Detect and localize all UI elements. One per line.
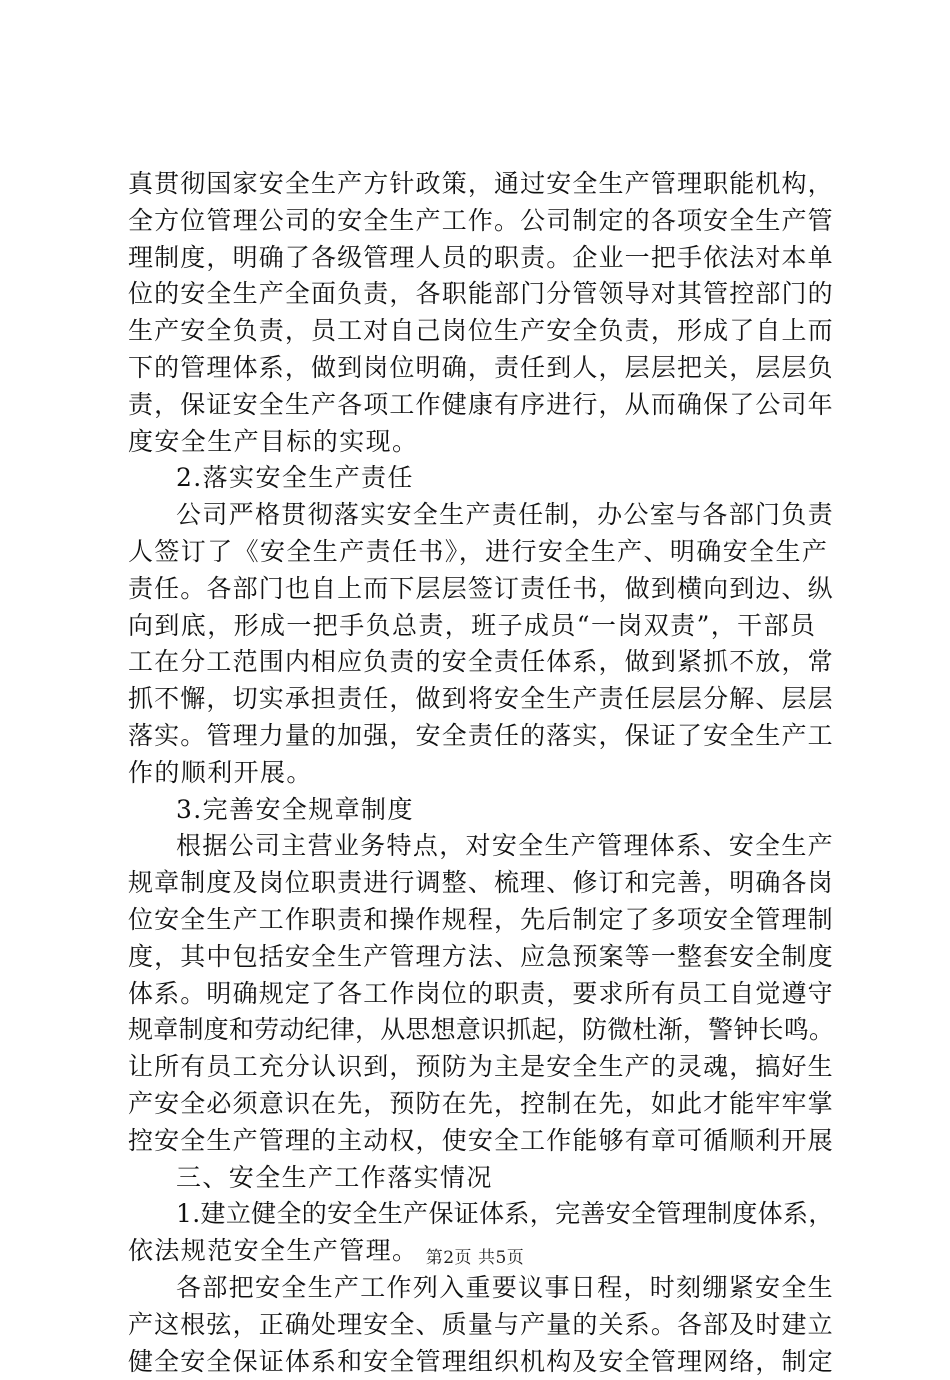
text-line: 让所有员工充分认识到，预防为主是安全生产的灵魂，搞好生 [128,1049,834,1086]
page-number-label: 第2页 共5页 [426,1248,525,1268]
paragraph-first-line: 各部把安全生产工作列入重要议事日程，时刻绷紧安全生 [128,1270,834,1307]
text-line: 真贯彻国家安全生产方针政策，通过安全生产管理职能机构， [128,166,834,203]
text-line: 人签订了《安全生产责任书》，进行安全生产、明确安全生产 [128,534,834,571]
text-line: 向到底，形成一把手负总责，班子成员“一岗双责”，干部员 [128,608,834,645]
text-line: 落实。管理力量的加强，安全责任的落实，保证了安全生产工 [128,718,834,755]
text-line: 下的管理体系，做到岗位明确，责任到人，层层把关，层层负 [128,350,834,387]
section-heading: 3.完善安全规章制度 [128,792,834,829]
text-line: 规章制度及岗位职责进行调整、梳理、修订和完善，明确各岗 [128,865,834,902]
paragraph-first-line: 根据公司主营业务特点，对安全生产管理体系、安全生产 [128,828,834,865]
text-line: 规章制度和劳动纪律，从思想意识抓起，防微杜渐，警钟长鸣。 [128,1012,834,1049]
paragraph-first-line: 公司严格贯彻落实安全生产责任制，办公室与各部门负责 [128,497,834,534]
text-line: 健全安全保证体系和安全管理组织机构及安全管理网络，制定 [128,1344,834,1380]
text-line: 全方位管理公司的安全生产工作。公司制定的各项安全生产管 [128,203,834,240]
text-line: 责任。各部门也自上而下层层签订责任书，做到横向到边、纵 [128,571,834,608]
text-line: 工在分工范围内相应负责的安全责任体系，做到紧抓不放，常 [128,644,834,681]
text-line: 控安全生产管理的主动权，使安全工作能够有章可循顺利开展 [128,1123,834,1160]
text-line: 度安全生产目标的实现。 [128,424,834,461]
section-heading: 三、安全生产工作落实情况 [128,1160,834,1197]
text-line: 位安全生产工作职责和操作规程，先后制定了多项安全管理制 [128,902,834,939]
text-line: 位的安全生产全面负责，各职能部门分管领导对其管控部门的 [128,276,834,313]
text-line: 度，其中包括安全生产管理方法、应急预案等一整套安全制度 [128,939,834,976]
text-line: 抓不懈，切实承担责任，做到将安全生产责任层层分解、层层 [128,681,834,718]
text-line: 产安全必须意识在先，预防在先，控制在先，如此才能牢牢掌 [128,1086,834,1123]
text-line: 依法规范安全生产管理。 [128,1233,834,1270]
subsection-heading: 1.建立健全的安全生产保证体系，完善安全管理制度体系， [128,1196,834,1233]
section-heading: 2.落实安全生产责任 [128,460,834,497]
text-line: 体系。明确规定了各工作岗位的职责，要求所有员工自觉遵守 [128,976,834,1013]
text-line: 责，保证安全生产各项工作健康有序进行，从而确保了公司年 [128,387,834,424]
text-line: 理制度，明确了各级管理人员的职责。企业一把手依法对本单 [128,240,834,277]
text-line: 生产安全负责，员工对自己岗位生产安全负责，形成了自上而 [128,313,834,350]
text-line: 作的顺利开展。 [128,755,834,792]
page-footer [0,1243,950,1268]
text-line: 产这根弦，正确处理安全、质量与产量的关系。各部及时建立 [128,1307,834,1344]
document-body [128,166,834,1380]
